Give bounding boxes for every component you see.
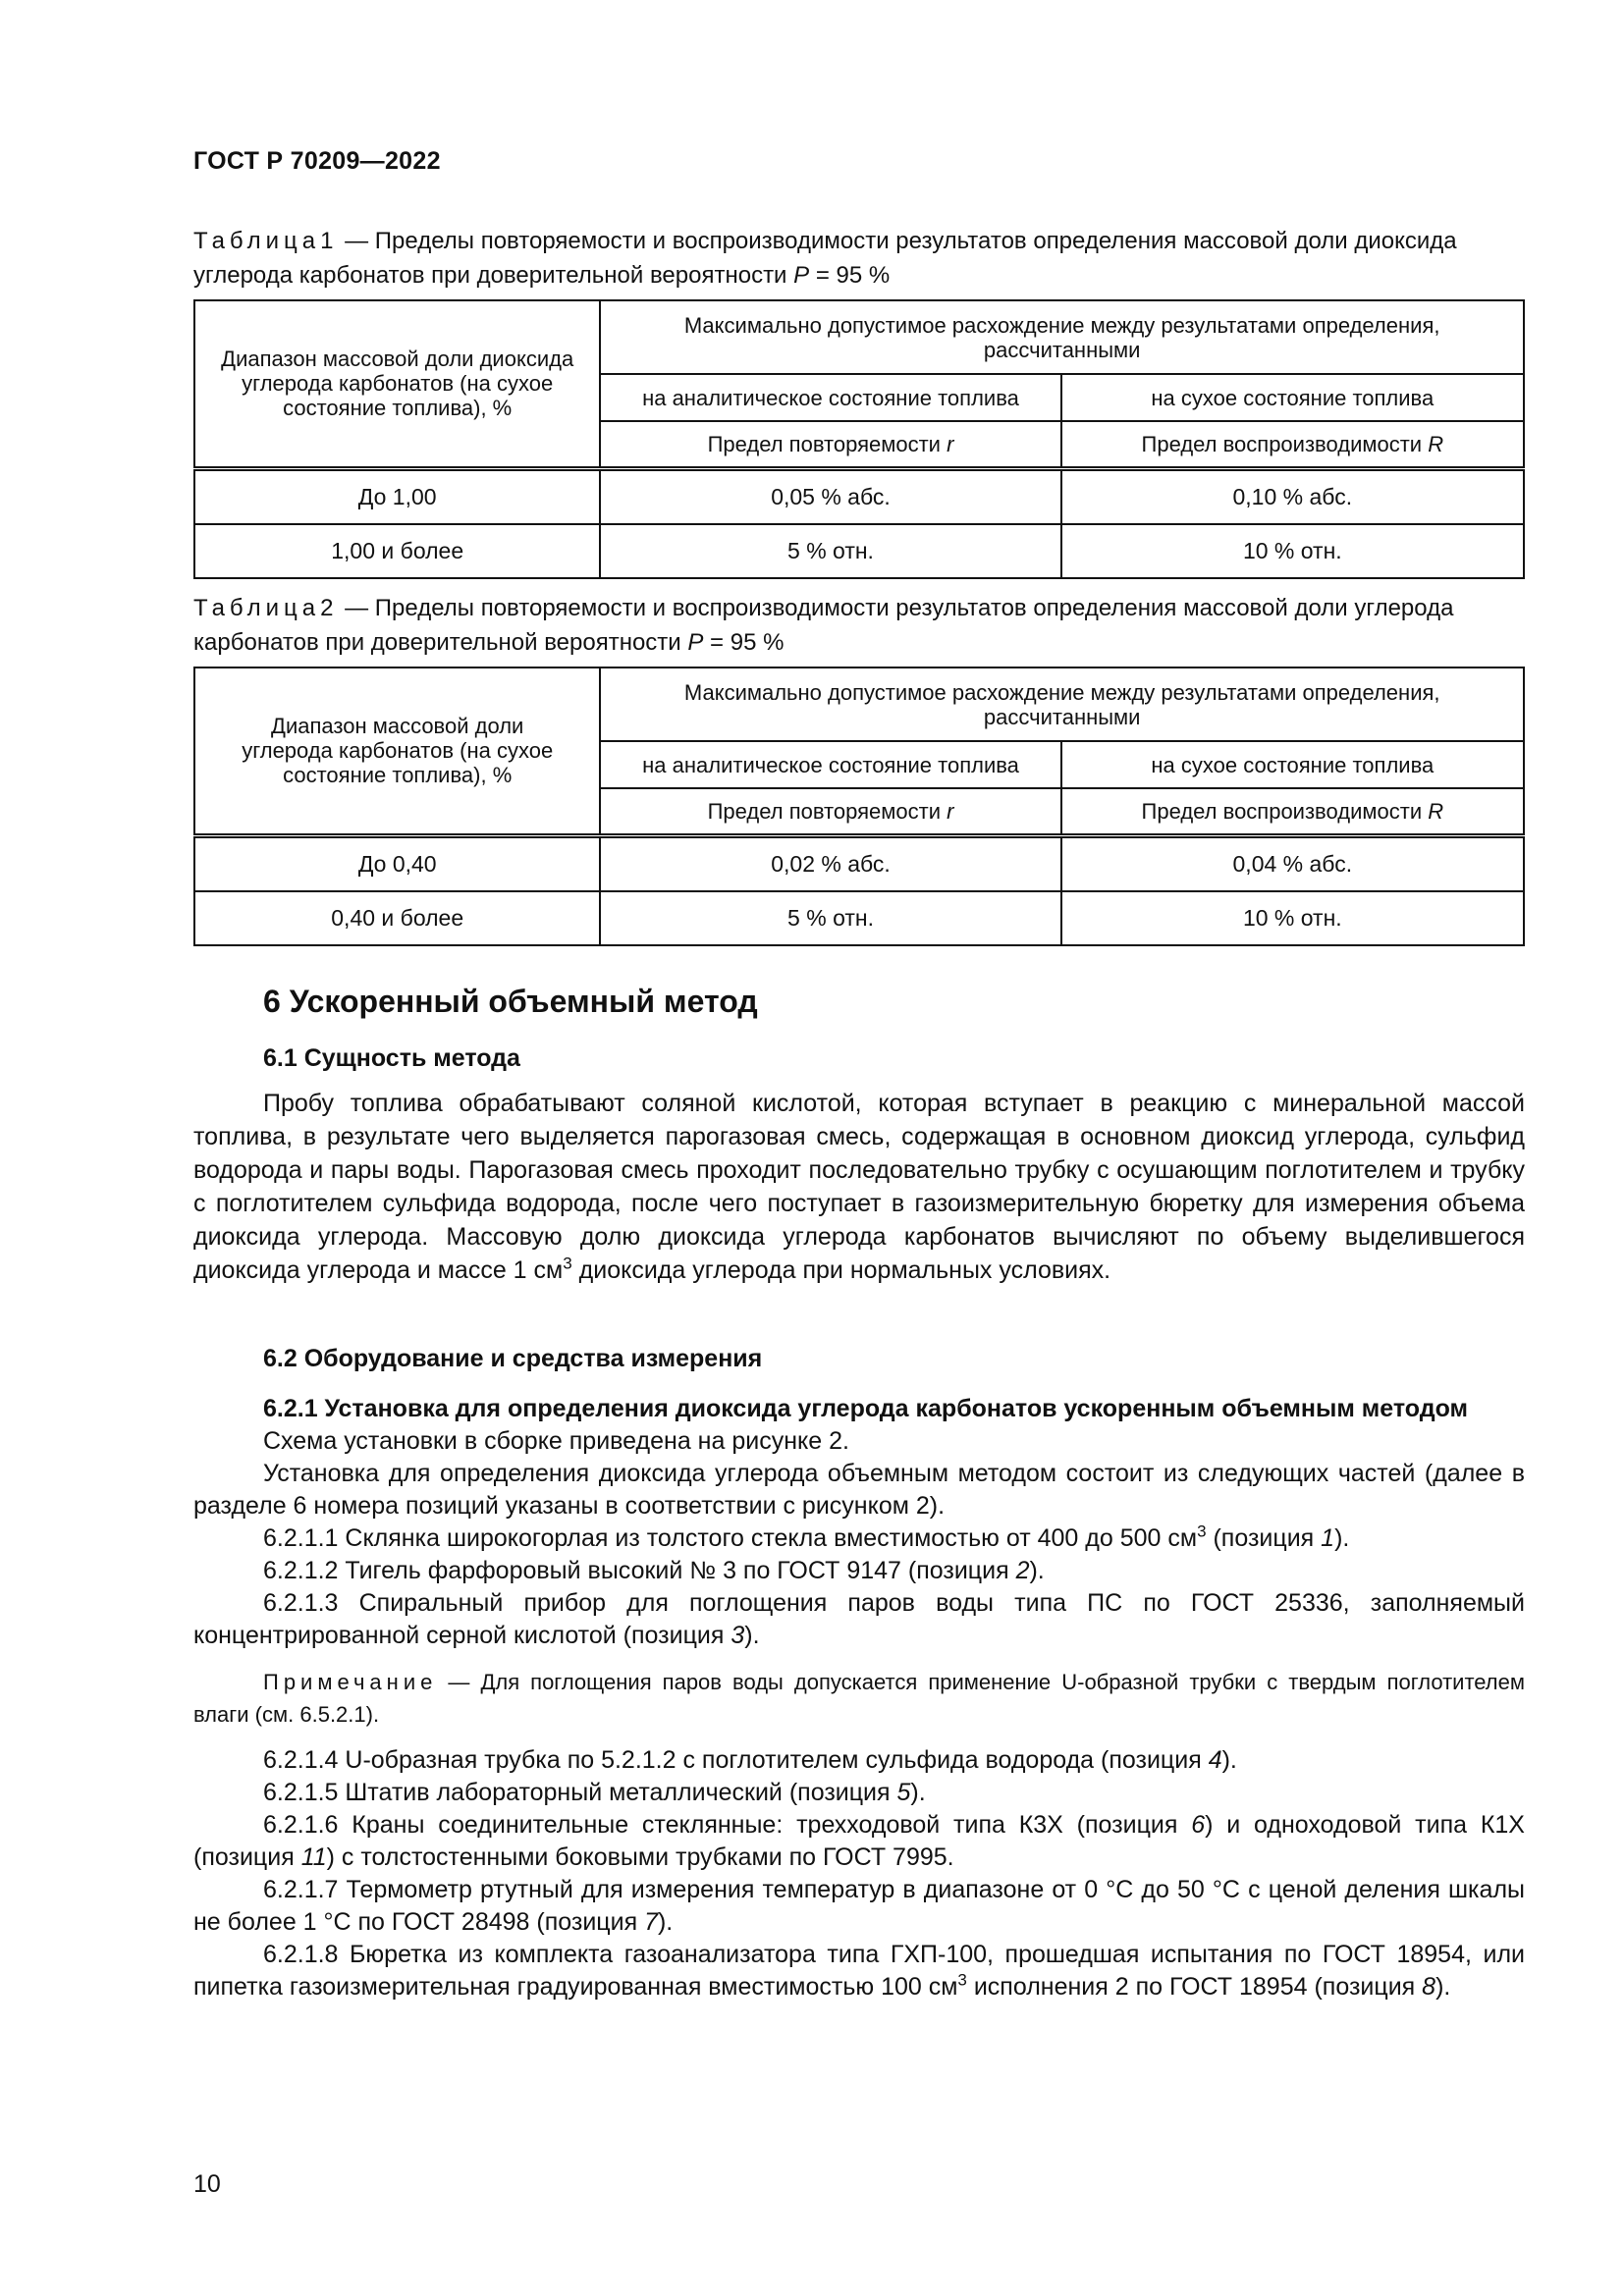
table1-row1-range: До 1,00 [194, 468, 600, 524]
i2-c: ). [1029, 1557, 1045, 1584]
table2-row1-r: 0,02 % абс. [600, 835, 1060, 891]
i6-a: 6.2.1.6 Краны соединительные стеклянные: трехходовой типа К3Х (позиция [263, 1811, 1192, 1839]
table1 [193, 299, 1525, 579]
item-6-2-1-6 [193, 1809, 1525, 1874]
i7-a: 6.2.1.7 Термометр ртутный для измерения температур в диапазоне от 0 °С до 50 °С с ценой деления шкалы не более 1 °С по ГОСТ 28498 (позиция [193, 1876, 1525, 1936]
note-text: — Для поглощения паров воды допускается применение U-образной трубки с твердым поглотителем влаги (см. 6.5.2.1). [193, 1670, 1525, 1727]
table2-col2-sub-text: Предел повторяемости [707, 798, 947, 824]
table1-col3-sub-text: Предел воспроизводимости [1141, 431, 1429, 456]
subsection-6-2-1 [193, 1392, 1525, 2003]
item-6-2-1-4 [193, 1744, 1525, 1777]
table1-col2-sub [600, 421, 1060, 468]
table2-row2-range: 0,40 и более [194, 891, 600, 945]
table2-col3-sub [1061, 788, 1524, 835]
table2-col1-header: Диапазон массовой доли углерода карбонатов (на сухое состояние топлива), % [194, 667, 600, 835]
i5-a: 6.2.1.5 Штатив лабораторный металлический (позиция [263, 1779, 897, 1806]
i6-pos2: 11 [300, 1843, 327, 1871]
table1-col3-sub-sym: R [1428, 431, 1444, 456]
subsection-6-2-1-title: 6.2.1 Установка для определения диоксида углерода карбонатов ускоренным объемным методом [263, 1395, 1469, 1422]
i1-b: (позиция [1206, 1524, 1322, 1552]
note [193, 1666, 1525, 1731]
table1-row1-R: 0,10 % абс. [1061, 468, 1524, 524]
table1-row1-r: 0,05 % абс. [600, 468, 1060, 524]
item-6-2-1-3 [193, 1587, 1525, 1652]
i5-c: ). [910, 1779, 926, 1806]
table2-caption-text: — Пределы повторяемости и воспроизводимости результатов определения массовой доли углерода карбонатов при доверительной вероятности [193, 595, 1454, 656]
s61-sup: 3 [563, 1254, 572, 1273]
table2-col2-header: на аналитическое состояние топлива [600, 741, 1060, 788]
table2 [193, 667, 1525, 946]
table1-caption-p: P [793, 262, 810, 289]
table2-col3-header: на сухое состояние топлива [1061, 741, 1524, 788]
i7-c: ). [657, 1908, 674, 1936]
s61-text-b: диоксида углерода при нормальных условиях. [571, 1256, 1111, 1284]
table1-col3-sub [1061, 421, 1524, 468]
item-6-2-1-2 [193, 1555, 1525, 1587]
subsection-6-1-body [193, 1087, 1525, 1287]
i6-c: ) с толстостенными боковыми трубками по ГОСТ 7995. [326, 1843, 954, 1871]
i3-pos: 3 [731, 1622, 745, 1649]
note-word: Примечание [263, 1670, 438, 1694]
table2-col2-sub-sym: r [947, 798, 954, 824]
table2-caption-p: P [687, 629, 704, 656]
page-number: 10 [193, 2170, 221, 2198]
item-6-2-1-7 [193, 1874, 1525, 1939]
table-row [194, 835, 1524, 891]
i1-c: ). [1334, 1524, 1350, 1552]
table1-col3-header: на сухое состояние топлива [1061, 374, 1524, 421]
i3-a: 6.2.1.3 Спиральный прибор для поглощения паров воды типа ПС по ГОСТ 25336, заполняемый концентрированной серной кислотой (позиция [193, 1589, 1525, 1649]
i5-pos: 5 [896, 1779, 911, 1806]
table2-caption-num: 2 [320, 595, 339, 621]
table1-col2-sub-text: Предел повторяемости [707, 431, 947, 456]
i1-sup: 3 [1197, 1522, 1207, 1541]
table2-row1-R: 0,04 % абс. [1061, 835, 1524, 891]
s61-text-a: Пробу топлива обрабатывают соляной кислотой, которая вступает в реакцию с минеральной массой топлива, в результате чего выделяется парогазовая смесь, содержащая в основном диоксид углерода, сульфид водорода и пары воды. Парогазовая смесь проходит последовательно трубку с осушающим поглотителем и трубку с поглотителем сульфида водорода, после чего поступает в газоизмерительную бюретку для измерения объема диоксида углерода. Массовую долю диоксида углерода карбонатов вычисляют по объему выделившегося диоксида углерода и массе 1 см [193, 1090, 1525, 1284]
table1-caption [193, 224, 1525, 293]
i6-pos: 6 [1191, 1811, 1206, 1839]
table1-span-header: Максимально допустимое расхождение между результатами определения, рассчитанными [600, 300, 1524, 374]
p-scheme: Схема установки в сборке приведена на рисунке 2. [263, 1427, 849, 1455]
table2-span-header: Максимально допустимое расхождение между результатами определения, рассчитанными [600, 667, 1524, 741]
table1-caption-num: 1 [320, 228, 339, 254]
item-6-2-1-5 [193, 1777, 1525, 1809]
i1-pos: 1 [1321, 1524, 1335, 1552]
i8-sup: 3 [957, 1970, 967, 1990]
table1-col1-header: Диапазон массовой доли диоксида углерода карбонатов (на сухое состояние топлива), % [194, 300, 600, 468]
i2-a: 6.2.1.2 Тигель фарфоровый высокий № 3 по ГОСТ 9147 (позиция [263, 1557, 1016, 1584]
table2-col2-sub [600, 788, 1060, 835]
i4-a: 6.2.1.4 U-образная трубка по 5.2.1.2 с поглотителем сульфида водорода (позиция [263, 1746, 1209, 1774]
i8-c: ). [1435, 1973, 1451, 2001]
i2-pos: 2 [1015, 1557, 1030, 1584]
table2-row2-r: 5 % отн. [600, 891, 1060, 945]
table1-caption-word: Таблица [193, 228, 321, 254]
table1-col2-sub-sym: r [947, 431, 954, 456]
table2-caption [193, 591, 1525, 660]
table1-caption-tail: = 95 % [809, 262, 891, 289]
subsection-6-2-title: 6.2 Оборудование и средства измерения [263, 1345, 763, 1372]
i1-a: 6.2.1.1 Склянка широкогорлая из толстого стекла вместимостью от 400 до 500 см [263, 1524, 1198, 1552]
table-row [194, 468, 1524, 524]
i4-c: ). [1221, 1746, 1237, 1774]
section-title: 6 Ускоренный объемный метод [263, 984, 758, 1019]
i8-pos: 8 [1422, 1973, 1436, 2001]
item-6-2-1-1 [193, 1522, 1525, 1555]
subsection-6-1-title: 6.1 Сущность метода [263, 1044, 520, 1072]
table-row [194, 891, 1524, 945]
table2-col3-sub-text: Предел воспроизводимости [1141, 798, 1429, 824]
i8-a: 6.2.1.8 Бюретка из комплекта газоанализатора типа ГХП-100, прошедшая испытания по ГОСТ 18954, или пипетка газоизмерительная градуированная вместимостью 100 см [193, 1941, 1525, 2001]
i8-b: исполнения 2 по ГОСТ 18954 (позиция [966, 1973, 1423, 2001]
i6-b: ) и одноходовой типа К1Х (позиция [193, 1811, 1525, 1871]
p-setup: Установка для определения диоксида углерода объемным методом состоит из следующих частей (далее в разделе 6 номера позиций указаны в соответствии с рисунком 2). [193, 1460, 1525, 1520]
table1-col2-header: на аналитическое состояние топлива [600, 374, 1060, 421]
table1-row2-range: 1,00 и более [194, 524, 600, 578]
table2-row2-R: 10 % отн. [1061, 891, 1524, 945]
table1-row2-r: 5 % отн. [600, 524, 1060, 578]
i7-pos: 7 [644, 1908, 658, 1936]
document-id: ГОСТ Р 70209—2022 [193, 147, 441, 175]
item-6-2-1-8 [193, 1939, 1525, 2003]
table2-row1-range: До 0,40 [194, 835, 600, 891]
i3-c: ). [744, 1622, 760, 1649]
table2-col3-sub-sym: R [1428, 798, 1444, 824]
table1-caption-text: — Пределы повторяемости и воспроизводимости результатов определения массовой доли диоксида углерода карбонатов при доверительной вероятности [193, 228, 1457, 289]
table-row [194, 524, 1524, 578]
table1-row2-R: 10 % отн. [1061, 524, 1524, 578]
table2-caption-word: Таблица [193, 595, 321, 621]
i4-pos: 4 [1208, 1746, 1222, 1774]
table2-caption-tail: = 95 % [703, 629, 785, 656]
